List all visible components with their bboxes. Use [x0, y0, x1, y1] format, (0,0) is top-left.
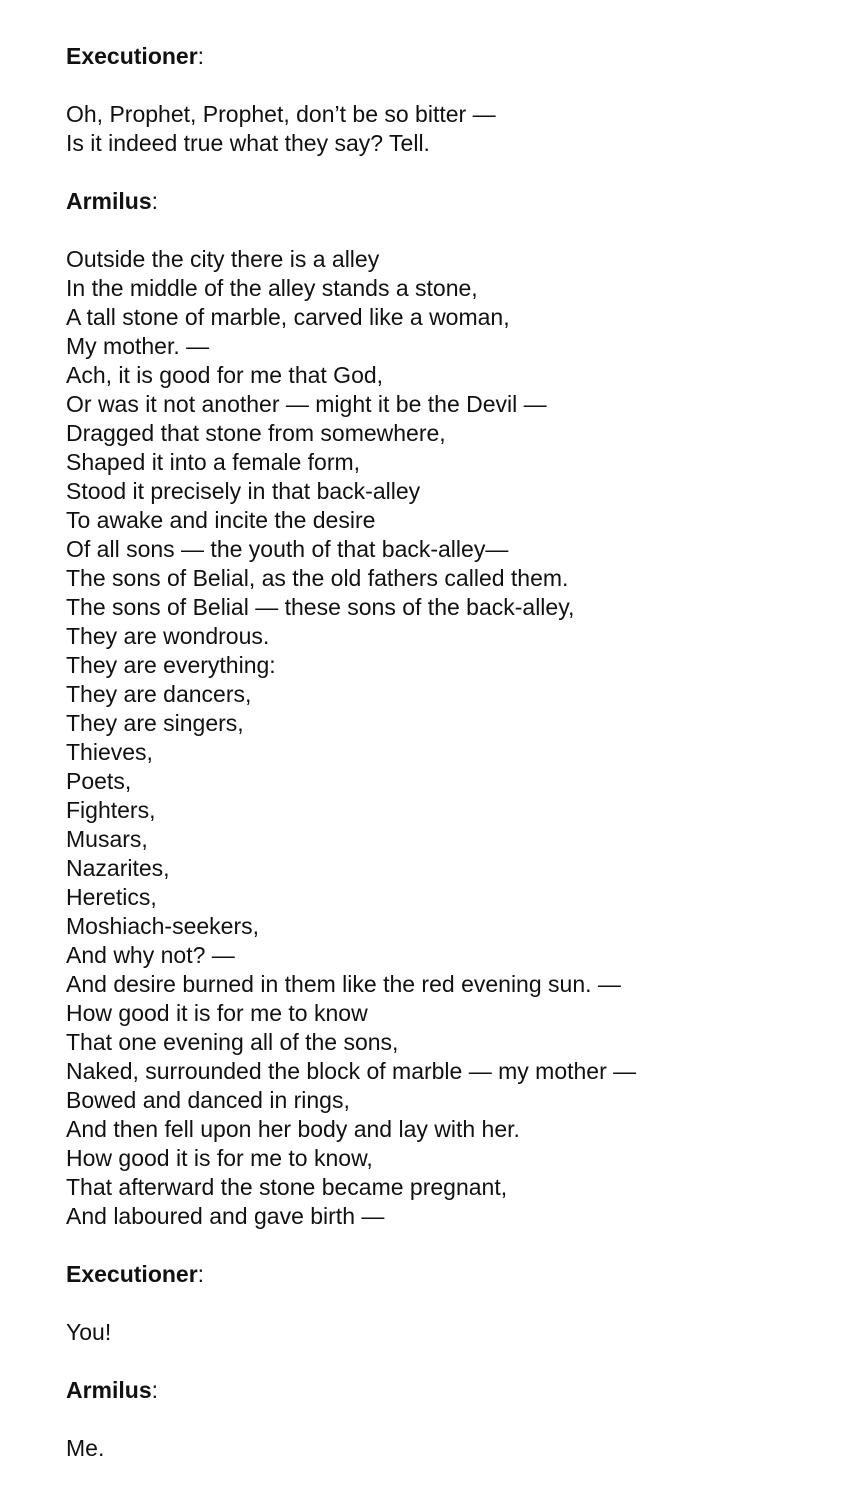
stanza	[66, 1434, 846, 1463]
speaker-name: Armilus	[66, 188, 152, 214]
verse-line: That one evening all of the sons,	[66, 1029, 399, 1055]
verse-line: You!	[66, 1319, 112, 1345]
verse-line: Moshiach-seekers,	[66, 913, 260, 939]
verse-line: How good it is for me to know,	[66, 1145, 373, 1171]
play-text	[66, 42, 846, 1492]
dialogue-block-executioner	[66, 42, 846, 158]
speaker-heading	[66, 1260, 846, 1289]
verse-line: Stood it precisely in that back-alley	[66, 478, 421, 504]
verse-line: Of all sons — the youth of that back-alley—	[66, 536, 509, 562]
verse-line: They are dancers,	[66, 681, 252, 707]
verse-line: Naked, surrounded the block of marble — my mother —	[66, 1058, 637, 1084]
speaker-name: Armilus	[66, 1377, 152, 1403]
speaker-colon: :	[151, 1377, 159, 1403]
verse-line: Is it indeed true what they say? Tell.	[66, 130, 430, 156]
speaker-name: Executioner	[66, 1261, 198, 1287]
verse-line: Me.	[66, 1435, 105, 1461]
speaker-colon: :	[197, 43, 205, 69]
verse-line: They are singers,	[66, 710, 244, 736]
verse-line: Ach, it is good for me that God,	[66, 362, 384, 388]
verse-line: Or was it not another — might it be the Devil —	[66, 391, 547, 417]
verse-line: Poets,	[66, 768, 132, 794]
verse-line: Dragged that stone from somewhere,	[66, 420, 446, 446]
verse-line: Thieves,	[66, 739, 153, 765]
verse-line: And desire burned in them like the red evening sun. —	[66, 971, 621, 997]
verse-line: To awake and incite the desire	[66, 507, 376, 533]
speaker-heading	[66, 187, 846, 216]
stanza	[66, 1318, 846, 1347]
speaker-colon: :	[197, 1261, 205, 1287]
verse-line: They are everything:	[66, 652, 276, 678]
dialogue-block-executioner	[66, 1260, 846, 1347]
speaker-colon: :	[151, 188, 159, 214]
speaker-heading	[66, 1376, 846, 1405]
verse-line: They are wondrous.	[66, 623, 270, 649]
verse-line: Fighters,	[66, 797, 156, 823]
speaker-heading	[66, 42, 846, 71]
stanza	[66, 100, 846, 158]
verse-line: The sons of Belial — these sons of the back-alley,	[66, 594, 575, 620]
dialogue-block-armilus	[66, 187, 846, 1231]
verse-line: Heretics,	[66, 884, 157, 910]
verse-line: A tall stone of marble, carved like a woman,	[66, 304, 510, 330]
verse-line: Nazarites,	[66, 855, 170, 881]
verse-line: Shaped it into a female form,	[66, 449, 361, 475]
verse-line: And laboured and gave birth —	[66, 1203, 385, 1229]
verse-line: Bowed and danced in rings,	[66, 1087, 350, 1113]
verse-line: My mother. —	[66, 333, 210, 359]
verse-line: And why not? —	[66, 942, 235, 968]
verse-line: Oh, Prophet, Prophet, don’t be so bitter —	[66, 101, 496, 127]
verse-line: And then fell upon her body and lay with her.	[66, 1116, 520, 1142]
verse-line: That afterward the stone became pregnant,	[66, 1174, 508, 1200]
verse-line: Outside the city there is a alley	[66, 246, 380, 272]
verse-line: The sons of Belial, as the old fathers called them.	[66, 565, 569, 591]
verse-line: In the middle of the alley stands a stone,	[66, 275, 478, 301]
stanza	[66, 245, 846, 1231]
verse-line: Musars,	[66, 826, 148, 852]
verse-line: How good it is for me to know	[66, 1000, 368, 1026]
speaker-name: Executioner	[66, 43, 198, 69]
dialogue-block-armilus	[66, 1376, 846, 1463]
